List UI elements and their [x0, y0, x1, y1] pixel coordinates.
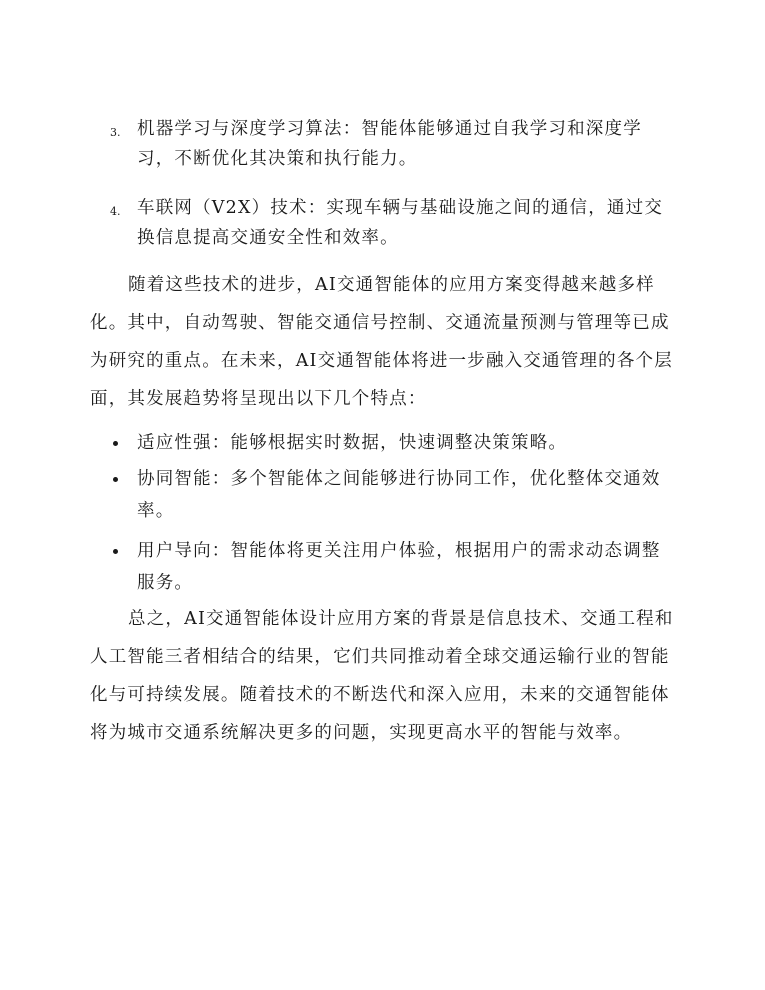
list-item-text: 机器学习与深度学习算法：智能体能够通过自我学习和深度学习，不断优化其决策和执行能力。: [137, 119, 642, 169]
paragraph-conclusion: 总之，AI交通智能体设计应用方案的背景是信息技术、交通工程和人工智能三者相结合的结果，它们共同推动着全球交通运输行业的智能化与可持续发展。随着技术的不断迭代和深入应用，未来的交通智能体将为城市交通系统解决更多的问题，实现更高水平的智能与效率。: [90, 609, 674, 743]
bullet-icon: [113, 549, 118, 554]
list-item-text: 车联网（V2X）技术：实现车辆与基础设施之间的通信，通过交换信息提高交通安全性和效率。: [137, 198, 664, 248]
bullet-item-adaptability: [110, 427, 675, 459]
list-item-text: 用户导向：智能体将更关注用户体验，根据用户的需求动态调整服务。: [137, 541, 661, 593]
list-item-text: 适应性强：能够根据实时数据，快速调整决策策略。: [137, 433, 568, 453]
list-item-text: 协同智能：多个智能体之间能够进行协同工作，优化整体交通效率。: [137, 469, 661, 521]
numbered-item-4: [110, 193, 675, 253]
bullet-item-collaboration: [110, 463, 675, 527]
bullet-icon: [113, 477, 118, 482]
list-number: 3.: [110, 126, 121, 139]
list-number: 4.: [110, 205, 121, 218]
bullet-icon: [113, 441, 118, 446]
numbered-item-3: [110, 114, 675, 174]
bullet-item-user-oriented: [110, 535, 675, 599]
paragraph-trends: 随着这些技术的进步，AI交通智能体的应用方案变得越来越多样化。其中，自动驾驶、智能交通信号控制、交通流量预测与管理等已成为研究的重点。在未来，AI交通智能体将进一步融入交通管理的各个层面，其发展趋势将呈现出以下几个特点：: [90, 275, 673, 409]
